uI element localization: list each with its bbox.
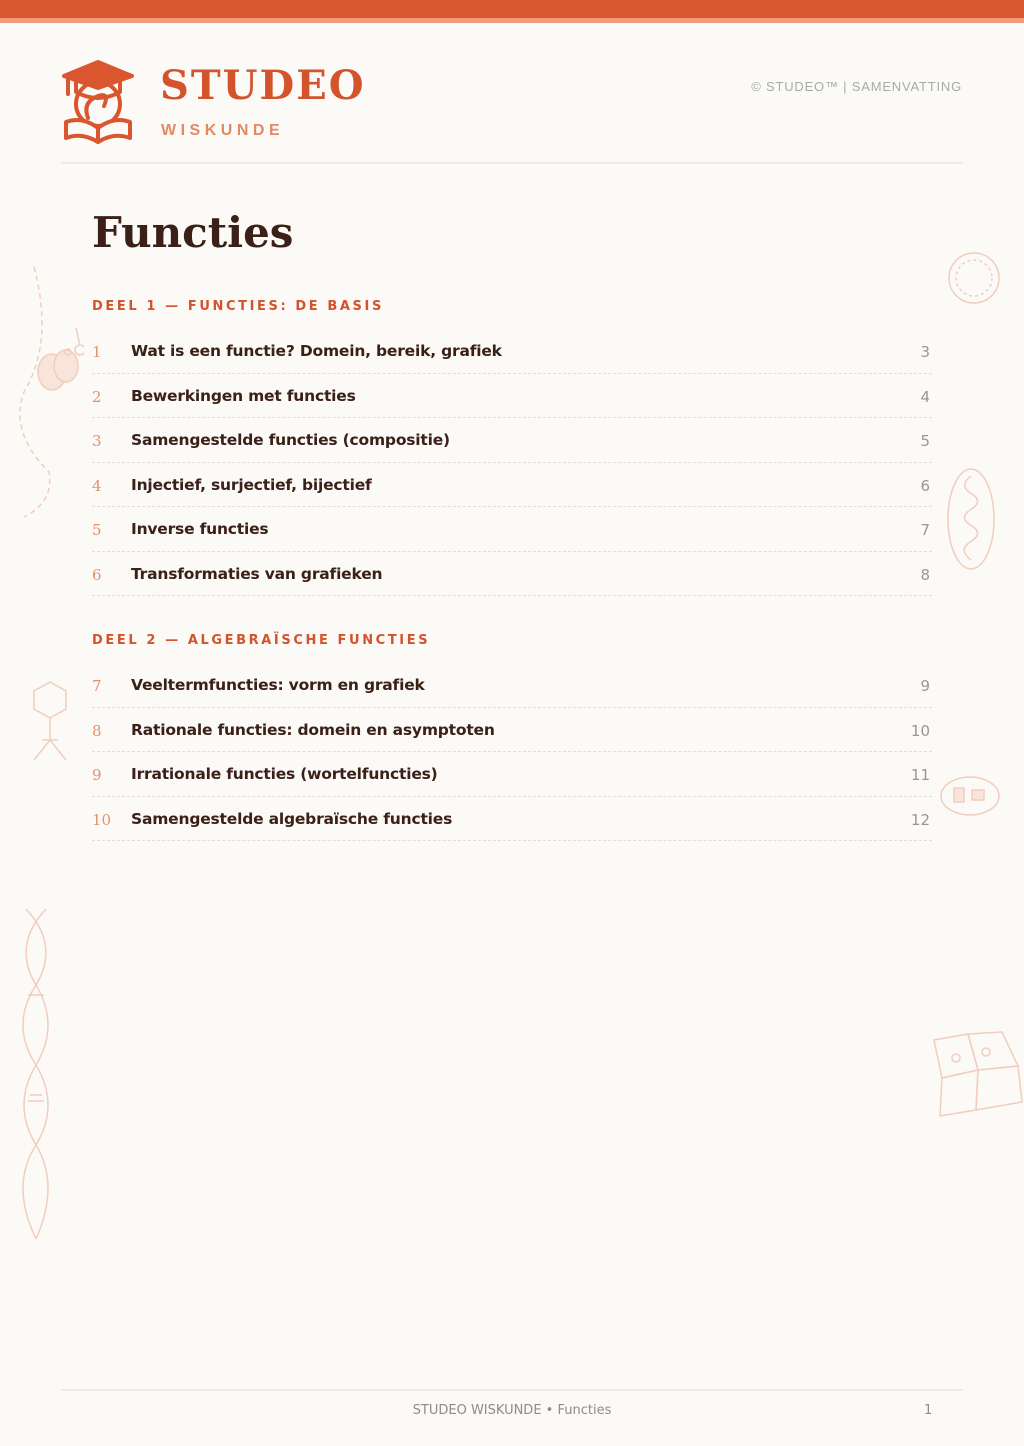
- toc-list: [92, 663, 932, 841]
- toc-row[interactable]: [92, 752, 932, 797]
- toc-page-number: 12: [910, 810, 930, 829]
- toc-row[interactable]: [92, 418, 932, 463]
- top-accent-bar: [0, 0, 1024, 18]
- footer-page-number: 1: [924, 1403, 933, 1418]
- toc-label[interactable]: Rationale functies: domein en asymptoten: [131, 720, 495, 739]
- toc-label[interactable]: Injectief, surjectief, bijectief: [131, 475, 372, 494]
- toc-page-number: 3: [920, 343, 930, 361]
- toc-label[interactable]: Transformaties van grafieken: [131, 564, 383, 583]
- toc-number: 1: [92, 343, 102, 361]
- toc-page-number: 4: [920, 387, 930, 406]
- toc-label[interactable]: Inverse functies: [131, 520, 269, 538]
- toc-label[interactable]: Irrationale functies (wortelfuncties): [131, 765, 438, 783]
- toc-page-number: 9: [920, 677, 930, 695]
- toc-page-number: 7: [920, 521, 930, 539]
- toc-row[interactable]: [92, 329, 932, 374]
- footer-divider: [61, 1389, 963, 1391]
- virus-doodle-icon: [28, 678, 74, 768]
- circle-doodle-icon: [946, 250, 1002, 306]
- toc-row[interactable]: [92, 507, 932, 552]
- toc-number: 2: [92, 387, 102, 406]
- toc-page-number: 10: [910, 721, 930, 740]
- toc-page-number: 5: [920, 432, 930, 450]
- toc-page-number: 11: [910, 766, 930, 784]
- toc-label[interactable]: Samengestelde functies (compositie): [131, 431, 450, 449]
- section-title: DEEL 2 — ALGEBRAÏSCHE FUNCTIES: [92, 633, 431, 648]
- toc-row[interactable]: [92, 663, 932, 708]
- section-title: DEEL 1 — FUNCTIES: DE BASIS: [92, 299, 384, 314]
- toc-number: 8: [92, 721, 102, 740]
- toc-number: 9: [92, 766, 102, 784]
- toc-number: 6: [92, 565, 102, 584]
- mitochondria-doodle-icon: [944, 466, 998, 572]
- toc-number: 7: [92, 677, 102, 695]
- toc-page-number: 8: [920, 565, 930, 584]
- copyright-text: © STUDEO™ | SAMENVATTING: [751, 79, 962, 94]
- toc-row[interactable]: [92, 374, 932, 419]
- toc-row[interactable]: [92, 552, 932, 597]
- toc-number: 4: [92, 476, 102, 495]
- toc-list: [92, 329, 932, 596]
- footer-text: STUDEO WISKUNDE • Functies: [412, 1403, 612, 1418]
- subject-label: WISKUNDE: [161, 122, 285, 139]
- toc-number: 3: [92, 432, 102, 450]
- toc-label[interactable]: Bewerkingen met functies: [131, 386, 356, 405]
- toc-number: 5: [92, 521, 102, 539]
- page-title: Functies: [92, 208, 294, 257]
- header-divider: [61, 162, 963, 164]
- bacteria-doodle-icon: [938, 774, 1002, 818]
- cells-doodle-icon: [928, 1030, 1024, 1120]
- toc-label[interactable]: Veeltermfuncties: vorm en grafiek: [131, 676, 425, 694]
- brand-name: STUDEO: [160, 62, 366, 109]
- toc-number: 10: [92, 810, 112, 829]
- dna-helix-doodle-icon: [10, 905, 62, 1245]
- toc-label[interactable]: Wat is een functie? Domein, bereik, grafiek: [131, 342, 502, 360]
- graduation-book-logo-icon: [60, 58, 136, 144]
- top-accent-stripe: [0, 18, 1024, 23]
- toc-label[interactable]: Samengestelde algebraïsche functies: [131, 809, 453, 828]
- toc-row[interactable]: [92, 708, 932, 753]
- cell-doodle-icon: [14, 262, 84, 522]
- toc-page-number: 6: [920, 476, 930, 495]
- toc-row[interactable]: [92, 797, 932, 842]
- toc-row[interactable]: [92, 463, 932, 508]
